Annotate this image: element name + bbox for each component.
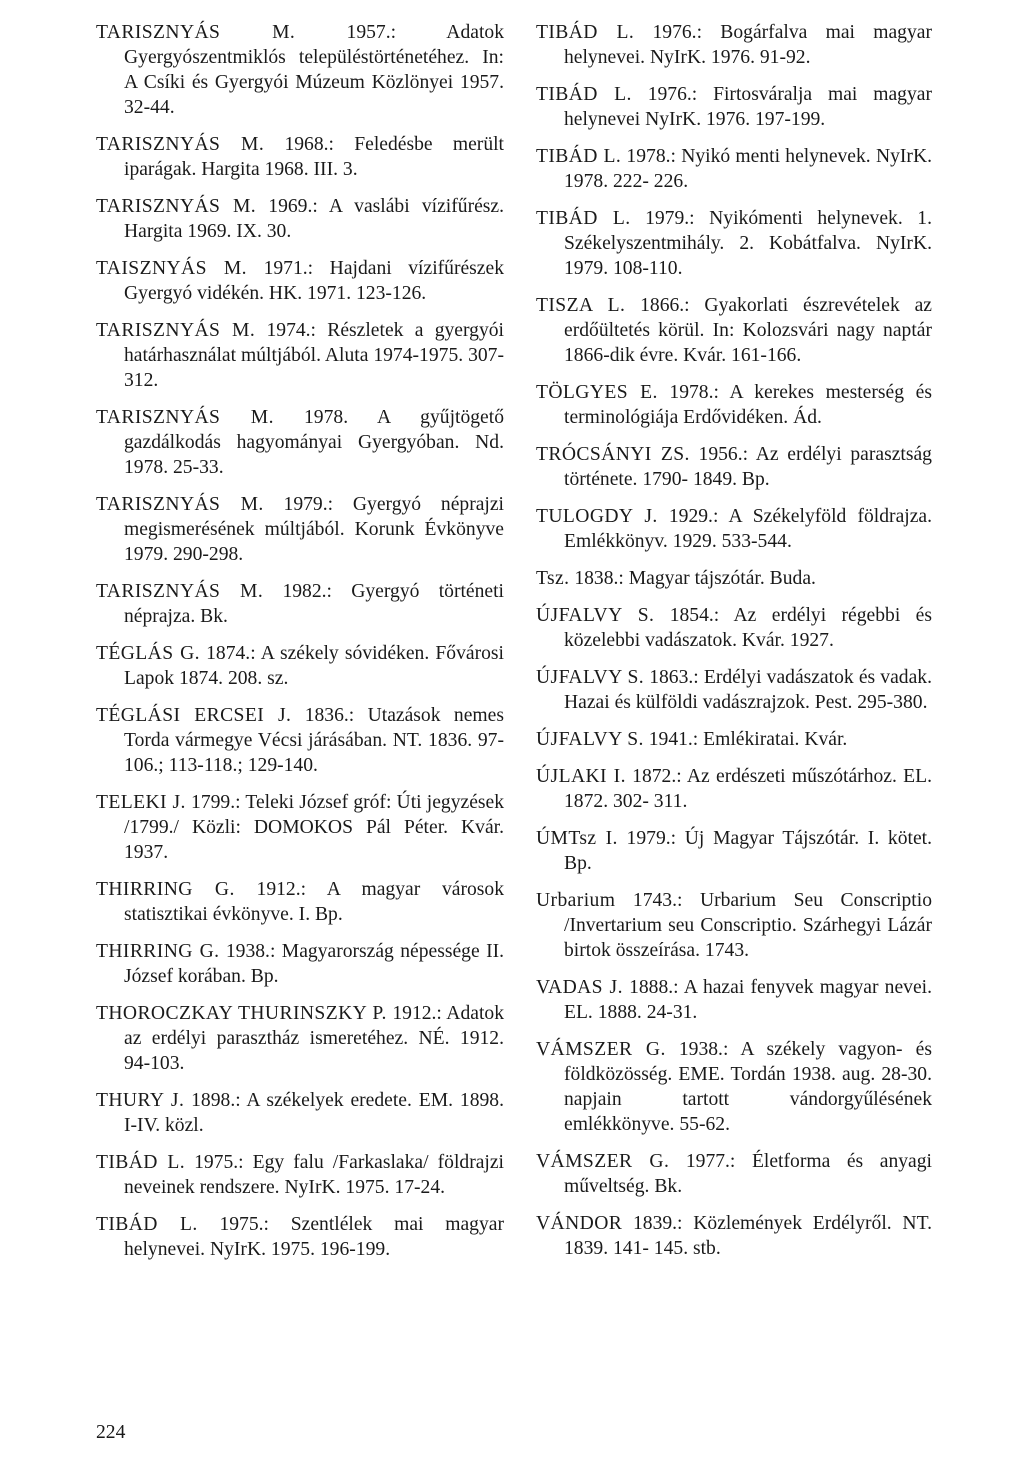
entry-author: ÚJFALVY S. bbox=[536, 729, 644, 750]
page-number: 224 bbox=[96, 1422, 126, 1443]
bibliography-entry bbox=[96, 1212, 504, 1262]
entry-author: TÉGLÁS G. bbox=[96, 643, 200, 664]
entry-text: 1874.: A székely sóvidéken. Fővárosi Lapok 1874. 208. sz. bbox=[124, 643, 504, 689]
entry-author: Tsz. bbox=[536, 568, 570, 589]
bibliography-entry bbox=[96, 1150, 504, 1200]
entry-text: 1976.: Bogárfalva mai magyar helynevei. NyIrK. 1976. 91-92. bbox=[564, 22, 933, 68]
entry-author: TIBÁD L. bbox=[536, 84, 632, 105]
entry-text: 1975.: Egy falu /Farkaslaka/ földrajzi neveinek rendszere. NyIrK. 1975. 17-24. bbox=[124, 1152, 504, 1198]
entry-author: THOROCZKAY THURINSZKY P. bbox=[96, 1003, 387, 1024]
entry-author: ÚJLAKI I. bbox=[536, 766, 626, 787]
bibliography-entry bbox=[536, 888, 932, 963]
entry-text: 1975.: Szentlélek mai magyar helynevei. NyIrK. 1975. 196-199. bbox=[124, 1214, 504, 1260]
bibliography-entry bbox=[536, 1037, 932, 1137]
entry-text: 1836.: Utazások nemes Torda vármegye Vécsi járásában. NT. 1836. 97-106.; 113-118.; 129-140. bbox=[124, 705, 504, 776]
entry-author: TARISZNYÁS M. bbox=[96, 196, 257, 217]
entry-text: 1979.: Nyikómenti helynevek. 1. Székelyszentmihály. 2. Kobátfalva. NyIrK. 1979. 108-110. bbox=[564, 208, 932, 279]
entry-text: 1938.: Magyarország népessége II. József korában. Bp. bbox=[124, 941, 505, 987]
entry-author: TARISZNYÁS M. bbox=[96, 134, 265, 155]
entry-text: 1839.: Közlemények Erdélyről. NT. 1839. 141- 145. stb. bbox=[564, 1213, 932, 1259]
entry-text: 1912.: A magyar városok statisztikai évkönyve. I. Bp. bbox=[124, 879, 504, 925]
entry-text: 1977.: Életforma és anyagi műveltség. Bk. bbox=[564, 1151, 932, 1197]
entry-author: TARISZNYÁS M. bbox=[96, 320, 256, 341]
bibliography-entry bbox=[536, 764, 932, 814]
entry-text: 1979.: Gyergyó néprajzi megismerésének múltjából. Korunk Évkönyve 1979. 290-298. bbox=[124, 494, 504, 565]
entry-author: VÁNDOR bbox=[536, 1213, 623, 1234]
bibliography-entry bbox=[96, 1001, 504, 1076]
bibliography-entry bbox=[536, 566, 932, 591]
entry-author: THIRRING G. bbox=[96, 941, 220, 962]
entry-author: TÖLGYES E. bbox=[536, 382, 658, 403]
entry-author: TAISZNYÁS M. bbox=[96, 258, 247, 279]
entry-author: ÚMTsz I. bbox=[536, 828, 618, 849]
bibliography-column-right bbox=[536, 20, 932, 1273]
bibliography-entry bbox=[96, 1088, 504, 1138]
entry-text: 1974.: Részletek a gyergyói határhasználat múltjából. Aluta 1974-1975. 307-312. bbox=[124, 320, 505, 391]
entry-author: VÁMSZER G. bbox=[536, 1151, 670, 1172]
entry-text: 1957.: Adatok Gyergyószentmiklós településtörténetéhez. In: A Csíki és Gyergyói Múzeum Közlönyei 1957. 32-44. bbox=[124, 22, 504, 118]
entry-text: 1978. A gyűjtögető gazdálkodás hagyományai Gyergyóban. Nd. 1978. 25-33. bbox=[124, 407, 504, 478]
entry-text: 1866.: Gyakorlati észrevételek az erdőültetés körül. In: Kolozsvári nagy naptár 1866-dik évre. Kvár. 161-166. bbox=[564, 295, 932, 366]
bibliography-entry bbox=[96, 318, 504, 393]
bibliography-entry bbox=[96, 579, 504, 629]
entry-text: 1968.: Feledésbe merült iparágak. Hargita 1968. III. 3. bbox=[124, 134, 504, 180]
bibliography-entry bbox=[536, 293, 932, 368]
entry-text: 1938.: A székely vagyon- és földközösség. EME. Tordán 1938. aug. 28-30. napjain tartott vándorgyűlésének emlékkönyve. 55-62. bbox=[564, 1039, 932, 1135]
entry-author: VADAS J. bbox=[536, 977, 623, 998]
entry-author: Urbarium bbox=[536, 890, 616, 911]
entry-text: 1979.: Új Magyar Tájszótár. I. kötet. Bp. bbox=[564, 828, 933, 874]
bibliography-entry bbox=[96, 790, 504, 865]
entry-text: 1956.: Az erdélyi parasztság története. 1790- 1849. Bp. bbox=[564, 444, 932, 490]
entry-author: TARISZNYÁS M. bbox=[96, 581, 264, 602]
bibliography-entry bbox=[96, 194, 504, 244]
entry-author: TARISZNYÁS M. bbox=[96, 407, 274, 428]
entry-text: 1976.: Firtosváralja mai magyar helynevei NyIrK. 1976. 197-199. bbox=[564, 84, 933, 130]
entry-text: 1838.: Magyar tájszótár. Buda. bbox=[574, 568, 816, 589]
bibliography-entry bbox=[96, 939, 504, 989]
entry-text: 1898.: A székelyek eredete. EM. 1898. I-IV. közl. bbox=[124, 1090, 504, 1136]
entry-text: 1854.: Az erdélyi régebbi és közelebbi vadászatok. Kvár. 1927. bbox=[564, 605, 932, 651]
bibliography-entry bbox=[96, 405, 504, 480]
entry-text: 1929.: A Székelyföld földrajza. Emlékkönyv. 1929. 533-544. bbox=[564, 506, 933, 552]
bibliography-entry bbox=[536, 975, 932, 1025]
bibliography-entry bbox=[536, 20, 932, 70]
bibliography-entry bbox=[96, 877, 504, 927]
bibliography-entry bbox=[96, 20, 504, 120]
entry-author: TÉGLÁSI ERCSEI J. bbox=[96, 705, 292, 726]
entry-author: TISZA L. bbox=[536, 295, 626, 316]
bibliography-entry bbox=[536, 1211, 932, 1261]
bibliography-entry bbox=[96, 492, 504, 567]
entry-author: ÚJFALVY S. bbox=[536, 667, 645, 688]
bibliography-entry bbox=[536, 144, 932, 194]
entry-text: 1912.: Adatok az erdélyi parasztház ismeretéhez. NÉ. 1912. 94-103. bbox=[124, 1003, 504, 1074]
bibliography-entry bbox=[96, 132, 504, 182]
entry-author: TRÓCSÁNYI ZS. bbox=[536, 444, 690, 465]
bibliography-entry bbox=[96, 641, 504, 691]
bibliography-entry bbox=[536, 442, 932, 492]
entry-text: 1872.: Az erdészeti műszótárhoz. EL. 1872. 302- 311. bbox=[564, 766, 933, 812]
entry-author: THURY J. bbox=[96, 1090, 185, 1111]
entry-text: 1863.: Erdélyi vadászatok és vadak. Hazai és külföldi vadászrajzok. Pest. 295-380. bbox=[564, 667, 932, 713]
entry-author: TARISZNYÁS M. bbox=[96, 22, 296, 43]
bibliography-entry bbox=[536, 1149, 932, 1199]
entry-author: TIBÁD L. bbox=[96, 1214, 198, 1235]
entry-author: TULOGDY J. bbox=[536, 506, 658, 527]
bibliography-entry bbox=[536, 727, 932, 752]
bibliography-entry bbox=[536, 82, 932, 132]
bibliography-entry bbox=[536, 380, 932, 430]
bibliography-entry bbox=[536, 603, 932, 653]
entry-text: 1978.: A kerekes mesterség és terminológiája Erdővidéken. Ád. bbox=[564, 382, 932, 428]
entry-text: 1982.: Gyergyó történeti néprajza. Bk. bbox=[124, 581, 504, 627]
entry-text: 1888.: A hazai fenyvek magyar nevei. EL. 1888. 24-31. bbox=[564, 977, 932, 1023]
bibliography-entry bbox=[96, 703, 504, 778]
entry-author: TIBÁD L. bbox=[536, 22, 635, 43]
bibliography-column-left bbox=[96, 20, 504, 1274]
bibliography-entry bbox=[536, 206, 932, 281]
bibliography-entry bbox=[536, 504, 932, 554]
entry-author: TELEKI J. bbox=[96, 792, 186, 813]
entry-author: TIBÁD L. bbox=[536, 146, 622, 167]
entry-author: TIBÁD L. bbox=[536, 208, 631, 229]
entry-text: 1971.: Hajdani vízifűrészek Gyergyó vidékén. HK. 1971. 123-126. bbox=[124, 258, 504, 304]
entry-text: 1941.: Emlékiratai. Kvár. bbox=[648, 729, 848, 750]
bibliography-entry bbox=[536, 665, 932, 715]
entry-author: TARISZNYÁS M. bbox=[96, 494, 264, 515]
entry-author: THIRRING G. bbox=[96, 879, 235, 900]
entry-author: ÚJFALVY S. bbox=[536, 605, 655, 626]
bibliography-entry bbox=[96, 256, 504, 306]
entry-text: 1799.: Teleki József gróf: Úti jegyzések /1799./ Közli: DOMOKOS Pál Péter. Kvár. 1937. bbox=[124, 792, 505, 863]
entry-text: 1978.: Nyikó menti helynevek. NyIrK. 1978. 222- 226. bbox=[564, 146, 932, 192]
entry-author: VÁMSZER G. bbox=[536, 1039, 666, 1060]
entry-text: 1743.: Urbarium Seu Conscriptio /Invertarium seu Conscriptio. Szárhegyi Lázár birtok összeírása. 1743. bbox=[564, 890, 932, 961]
entry-text: 1969.: A vaslábi vízifűrész. Hargita 1969. IX. 30. bbox=[124, 196, 505, 242]
entry-author: TIBÁD L. bbox=[96, 1152, 185, 1173]
bibliography-entry bbox=[536, 826, 932, 876]
